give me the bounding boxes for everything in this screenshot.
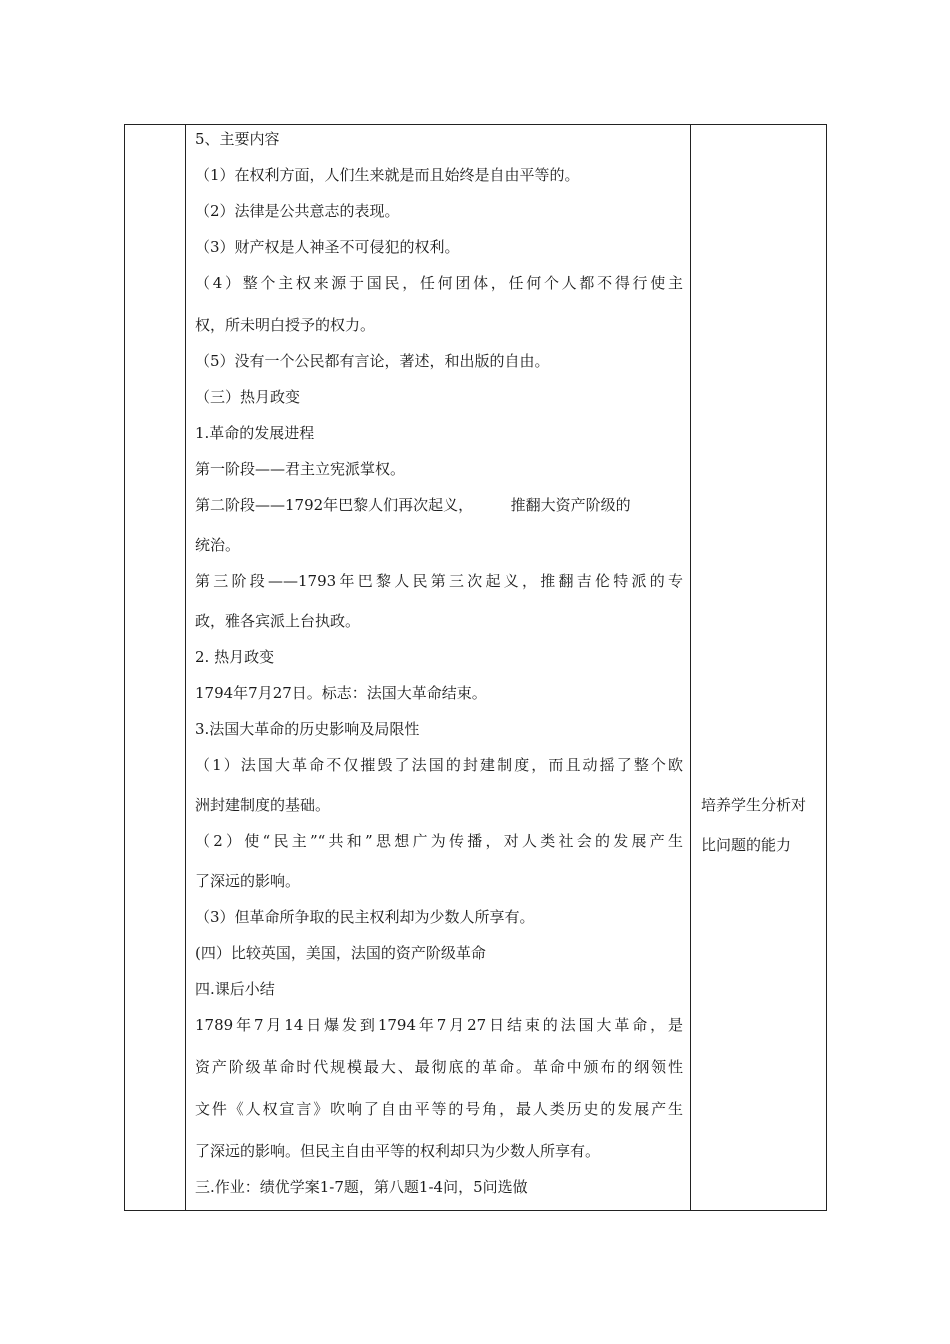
section-heading: 2. 热月政变 — [195, 648, 275, 666]
content-line: 第三阶段——1793年巴黎人民第三次起义，推翻吉伦特派的专 — [195, 572, 683, 590]
content-line: （3）但革命所争取的民主权利却为少数人所享有。 — [195, 908, 535, 926]
homework-line: 三.作业：绩优学案1-7题，第八题1-4问，5问选做 — [195, 1178, 528, 1196]
content-line: 洲封建制度的基础。 — [195, 796, 331, 814]
summary-line: 资产阶级革命时代规模最大、最彻底的革命。革命中颁布的纲领性 — [195, 1058, 683, 1076]
content-line: 政，雅各宾派上台执政。 — [195, 612, 361, 630]
section-heading: (四）比较英国，美国，法国的资产阶级革命 — [195, 944, 486, 962]
content-line: 第一阶段——君主立宪派掌权。 — [195, 460, 406, 478]
content-line: 了深远的影响。 — [195, 872, 301, 890]
content-line: （3）财产权是人神圣不可侵犯的权利。 — [195, 238, 460, 256]
column-divider-left — [185, 125, 186, 1210]
section-heading: 3.法国大革命的历史影响及局限性 — [195, 720, 420, 738]
content-line: 1794年7月27日。标志：法国大革命结束。 — [195, 684, 487, 702]
summary-line: 1789年7月14日爆发到1794年7月27日结束的法国大革命，是 — [195, 1016, 683, 1034]
lesson-plan-table — [124, 124, 827, 1211]
content-line: （2）法律是公共意志的表现。 — [195, 202, 400, 220]
content-line: （1）在权利方面，人们生来就是而且始终是自由平等的。 — [195, 166, 580, 184]
content-line: 权，所未明白授予的权力。 — [195, 316, 376, 334]
objective-line: 比问题的能力 — [701, 836, 792, 854]
column-divider-right — [690, 125, 691, 1210]
objective-line: 培养学生分析对 — [701, 796, 807, 814]
content-line: （2）使“民主”“共和”思想广为传播，对人类社会的发展产生 — [195, 832, 683, 850]
section-heading: 1.革命的发展进程 — [195, 424, 315, 442]
summary-line: 文件《人权宣言》吹响了自由平等的号角，最人类历史的发展产生 — [195, 1100, 683, 1118]
section-heading: 5、主要内容 — [195, 130, 280, 148]
content-line: 第二阶段——1792年巴黎人们再次起义， 推翻大资产阶级的 — [195, 496, 631, 514]
content-line: 统治。 — [195, 536, 241, 554]
section-heading: （三）热月政变 — [195, 388, 301, 406]
content-line: （1）法国大革命不仅摧毁了法国的封建制度，而且动摇了整个欧 — [195, 756, 683, 774]
summary-line: 了深远的影响。但民主自由平等的权利却只为少数人所享有。 — [195, 1142, 601, 1160]
content-line: （4）整个主权来源于国民，任何团体，任何个人都不得行使主 — [195, 274, 683, 292]
content-line: （5）没有一个公民都有言论，著述，和出版的自由。 — [195, 352, 550, 370]
section-heading: 四.课后小结 — [195, 980, 275, 998]
